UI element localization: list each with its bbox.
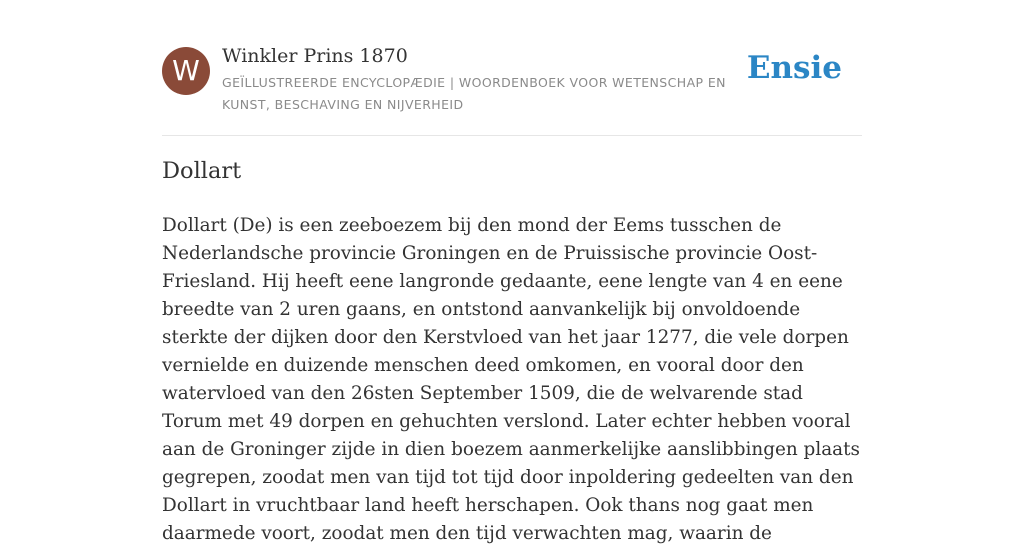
article-title: Dollart bbox=[162, 158, 242, 184]
article-body: Dollart (De) is een zeeboezem bij den mond der Eems tusschen de Nederlandsche provincie Groningen en de Pruissische provincie Oost-Friesland. Hij heeft eene langronde gedaante, eene lengte van 4 en eene breedte van 2 uren gaans, en ontstond aanvankelijk bij onvoldoende sterkte der dijken door den Kerstvloed van het jaar 1277, die vele dorpen vernielde en duizende menschen deed omkomen, en vooral door den watervloed van den 26sten September 1509, die de welvarende stad Torum met 49 dorpen en gehuchten verslond. Later echter hebben vooral aan de Groninger zijde in dien boezem aanmerkelijke aanslibbingen plaats gegrepen, zoodat men van tijd tot tijd door inpoldering gedeelten van den Dollart in vruchtbaar land heeft herschapen. Ook thans nog gaat men daarmede voort, zoodat men den tijd verwachten mag, waarin de bbox=[162, 215, 860, 544]
source-subtitle: GEÏLLUSTREERDE ENCYCLOPÆDIE | WOORDENBOEK VOOR WETENSCHAP EN KUNST, BESCHAVING EN NIJVERHEID bbox=[222, 75, 726, 112]
ensie-logo[interactable]: Ensie bbox=[746, 50, 842, 86]
source-avatar[interactable]: W bbox=[162, 47, 210, 95]
source-title[interactable]: Winkler Prins 1870 bbox=[222, 45, 408, 67]
source-header bbox=[162, 0, 862, 136]
article-card bbox=[162, 0, 862, 544]
